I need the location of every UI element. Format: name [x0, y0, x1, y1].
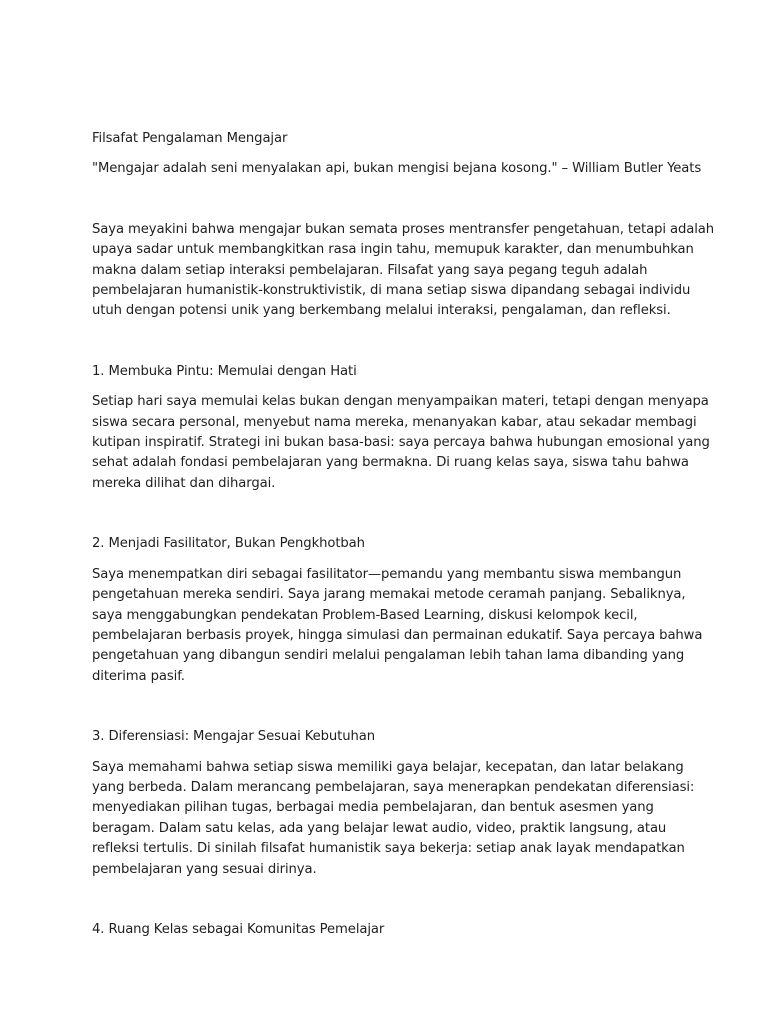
section-body-1: Setiap hari saya memulai kelas bukan dengan menyampaikan materi, tetapi dengan menyapa siswa secara personal, menyebut nama mereka, menanyakan kabar, atau sekadar membagi kutipan inspiratif. Strategi ini bukan basa-basi: saya percaya bahwa hubungan emosional yang sehat adalah fondasi pembelajaran yang bermakna. Di ruang kelas saya, siswa tahu bahwa mereka dilihat dan dihargai. — [92, 394, 710, 491]
document-title: Filsafat Pengalaman Mengajar — [92, 131, 288, 146]
section-heading-2: 2. Menjadi Fasilitator, Bukan Pengkhotbah — [92, 536, 365, 552]
section-heading-3: 3. Diferensiasi: Mengajar Sesuai Kebutuhan — [92, 729, 376, 745]
opening-quote: "Mengajar adalah seni menyalakan api, bukan mengisi bejana kosong." – William Butler Yeats — [92, 161, 702, 177]
document-page — [92, 129, 716, 950]
intro-paragraph: Saya meyakini bahwa mengajar bukan semata proses mentransfer pengetahuan, tetapi adalah upaya sadar untuk membangkitkan rasa ingin tahu, memupuk karakter, dan menumbuhkan makna dalam setiap interaksi pembelajaran. Filsafat yang saya pegang teguh adalah pembelajaran humanistik-konstruktivistik, di mana setiap siswa dipandang sebagai individu utuh dengan potensi unik yang berkembang melalui interaksi, pengalaman, dan refleksi. — [92, 221, 715, 319]
section-body-2: Saya menempatkan diri sebagai fasilitator—pemandu yang membantu siswa membangun pengetahuan mereka sendiri. Saya jarang memakai metode ceramah panjang. Sebaliknya, saya menggabungkan pendekatan Problem-Based Learning, diskusi kelompok kecil, pembelajaran berbasis proyek, hingga simulasi dan permainan edukatif. Saya percaya bahwa pengetahuan yang dibangun sendiri melalui pengalaman lebih tahan lama dibanding yang diterima pasif. — [92, 566, 703, 684]
section-heading-1: 1. Membuka Pintu: Memulai dengan Hati — [92, 363, 357, 379]
section-body-3: Saya memahami bahwa setiap siswa memiliki gaya belajar, kecepatan, dan latar belakang yang berbeda. Dalam merancang pembelajaran, saya menerapkan pendekatan diferensiasi: menyediakan pilihan tugas, berbagai media pembelajaran, dan bentuk asesmen yang beragam. Dalam satu kelas, ada yang belajar lewat audio, video, praktik langsung, atau refleksi tertulis. Di sinilah filsafat humanistik saya bekerja: setiap anak layak mendapatkan pembelajaran yang sesuai dirinya. — [92, 759, 695, 877]
section-heading-4: 4. Ruang Kelas sebagai Komunitas Pemelajar — [92, 921, 385, 937]
